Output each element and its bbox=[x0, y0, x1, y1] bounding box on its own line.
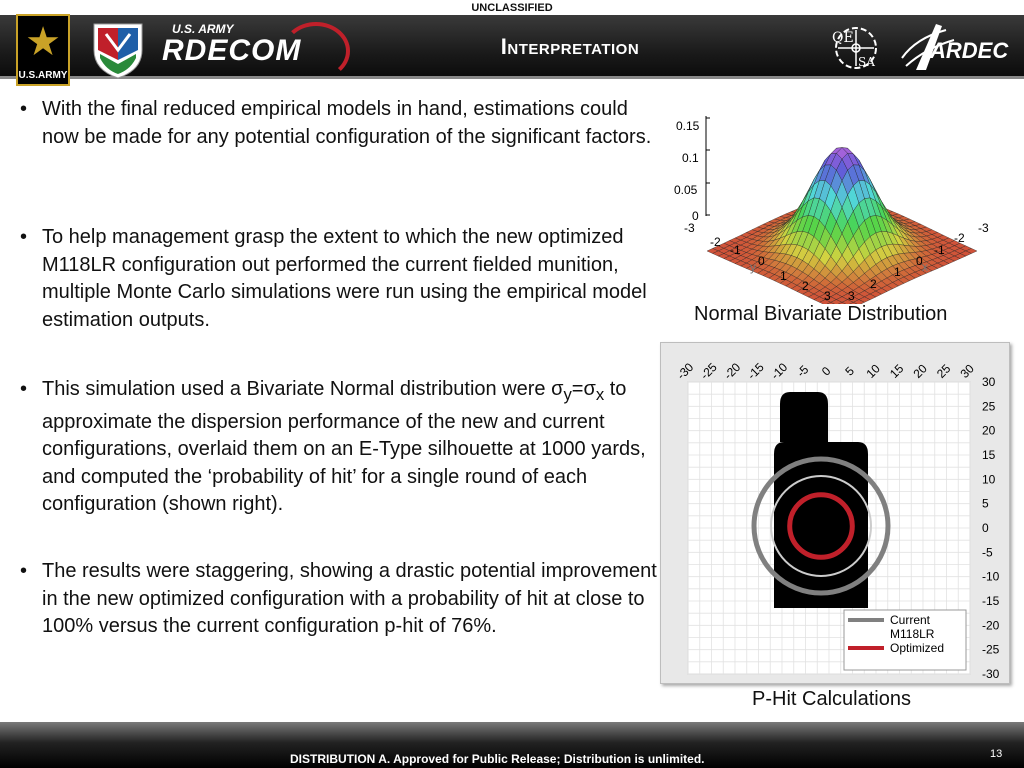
sigma-x-subscript: x bbox=[595, 385, 605, 404]
y-tick-label: 0 bbox=[758, 254, 765, 268]
sigma-y-subscript: y bbox=[563, 385, 572, 404]
x-tick-label: 10 bbox=[863, 361, 883, 381]
qe-text: QE bbox=[832, 30, 854, 46]
x-tick-label: -5 bbox=[793, 362, 812, 380]
z-tick-label: 0 bbox=[692, 209, 699, 223]
x-tick-label: -10 bbox=[768, 360, 791, 383]
y-tick-label: -10 bbox=[982, 569, 1000, 584]
bullet-2: • To help management grasp the extent to which the new optimized M118LR configuration out performed the current fielded munition, multiple Monte Carlo simulations were run using the empirical model estimation outputs. bbox=[20, 226, 647, 331]
x-tick-labels bbox=[674, 360, 977, 382]
x-tick-label: 0 bbox=[818, 363, 834, 379]
y-tick-label: 0 bbox=[982, 521, 989, 535]
y-tick-label: 15 bbox=[982, 448, 996, 462]
y-tick-label: 10 bbox=[982, 472, 996, 487]
bullet-3: • This simulation used a Bivariate Normal distribution were $\sigma_y=\sigma_x$ to approximate the dispersion performance of the new and current configurations, overlaid them on an E-Type silhouette at 1000 yards, and computed the ‘probability of hit’ for a single round of each configuration (shown right). bbox=[20, 378, 646, 515]
footer-bar bbox=[0, 722, 1024, 768]
us-army-logo bbox=[16, 14, 70, 86]
x-tick-label: 20 bbox=[910, 361, 930, 381]
x-tick-label: 30 bbox=[957, 361, 977, 381]
y-axis-label: y bbox=[750, 260, 756, 274]
surface-plot-caption: Normal Bivariate Distribution bbox=[694, 303, 948, 325]
x-tick-label: 5 bbox=[842, 363, 857, 379]
x-tick-label: 0 bbox=[916, 254, 923, 268]
star-icon: ★ bbox=[25, 20, 61, 64]
ardec-logo bbox=[896, 18, 1014, 74]
y-tick-label: -5 bbox=[982, 545, 993, 560]
y-tick-label: -25 bbox=[982, 642, 1000, 657]
x-tick-label: 25 bbox=[933, 361, 954, 381]
legend-current-label: Current bbox=[890, 613, 931, 627]
y-tick-label: -30 bbox=[982, 667, 1000, 680]
x-tick-label: -2 bbox=[954, 231, 965, 245]
ardec-text: ARDEC bbox=[930, 38, 1009, 63]
y-tick-label: -20 bbox=[982, 618, 1000, 633]
z-tick-label: 0.15 bbox=[676, 119, 700, 133]
page-title: Interpretation bbox=[500, 34, 640, 59]
y-tick-label: 20 bbox=[982, 423, 996, 438]
bullet-4: • The results were staggering, showing a drastic potential improvement in the new optimized configuration with a probability of hit at close to 100% versus the current configuration p-hit of 76%. bbox=[20, 560, 657, 637]
distribution-statement: DISTRIBUTION A. Approved for Public Release; Distribution is unlimited. bbox=[290, 752, 705, 766]
y-tick-label: 5 bbox=[982, 496, 989, 511]
x-tick-label: 2 bbox=[870, 277, 877, 291]
y-tick-labels bbox=[982, 375, 1000, 680]
bivariate-surface-plot bbox=[670, 108, 1000, 304]
bullet-1: • With the final reduced empirical models in hand, estimations could now be made for any potential configuration of the significant factors. bbox=[20, 98, 652, 148]
bullet-4-text: The results were staggering, showing a drastic potential improvement in the new optimized configuration with a probability of hit at close to 100% versus the current configuration p-hit of 76%. bbox=[42, 560, 657, 637]
qe-sa-logo bbox=[828, 22, 884, 74]
x-axis-label: x bbox=[922, 260, 928, 274]
bullet-1-text: With the final reduced empirical models in hand, estimations could now be made for any potential configuration of the significant factors. bbox=[42, 98, 652, 148]
x-tick-label: -15 bbox=[744, 360, 767, 383]
bullet-2-text: To help management grasp the extent to which the new optimized M118LR configuration out performed the current fielded munition, multiple Monte Carlo simulations were run using the empirical model estimation outputs. bbox=[42, 226, 647, 331]
bullet-3-part3: to approximate the dispersion performance of the new and current configurations, overlaid them on an E-Type silhouette at 1000 yards, and computed the ‘probability of hit’ for a single round of each configuration (shown right). bbox=[42, 378, 646, 515]
x-tick-label: -30 bbox=[674, 360, 697, 383]
rdecom-big-text: RDECOM bbox=[162, 34, 302, 67]
rdecom-small-text: U.S. ARMY bbox=[172, 22, 234, 36]
y-tick-label: -1 bbox=[730, 243, 741, 257]
x-tick-label: 3 bbox=[848, 289, 855, 303]
y-tick-label: -3 bbox=[684, 221, 695, 235]
y-tick-label: 25 bbox=[982, 399, 996, 414]
page-number: 13 bbox=[990, 748, 1003, 760]
y-tick-label: -2 bbox=[710, 235, 721, 249]
x-tick-label: -20 bbox=[721, 360, 744, 383]
legend-m118lr-label: M118LR bbox=[890, 627, 935, 641]
y-tick-label: 30 bbox=[982, 375, 996, 389]
sa-text: SA bbox=[858, 55, 875, 69]
legend-optimized-label: Optimized bbox=[890, 641, 945, 655]
x-tick-label: -3 bbox=[978, 221, 989, 235]
x-tick-label: 15 bbox=[886, 361, 907, 381]
z-tick-label: 0.05 bbox=[674, 183, 698, 197]
bullet-3-part2: =σ bbox=[571, 378, 596, 400]
classification-banner: UNCLASSIFIED bbox=[471, 2, 553, 14]
rdecom-shield-icon bbox=[90, 20, 146, 80]
x-tick-label: 1 bbox=[894, 265, 901, 279]
x-tick-label: -25 bbox=[697, 360, 720, 383]
z-tick-label: 0.1 bbox=[682, 151, 699, 165]
bullet-3-part1: This simulation used a Bivariate Normal distribution were σ bbox=[42, 378, 564, 400]
y-tick-label: 2 bbox=[802, 279, 809, 293]
rdecom-logo bbox=[162, 20, 362, 76]
phit-chart bbox=[662, 344, 1006, 680]
surface-mesh bbox=[707, 148, 977, 305]
phit-caption: P-Hit Calculations bbox=[752, 688, 911, 710]
y-tick-label: 3 bbox=[824, 289, 831, 303]
y-tick-label: -15 bbox=[982, 594, 1000, 608]
x-tick-label: -1 bbox=[934, 243, 945, 257]
y-tick-label: 1 bbox=[780, 269, 787, 283]
army-logo-text: U.S.ARMY bbox=[18, 70, 68, 81]
